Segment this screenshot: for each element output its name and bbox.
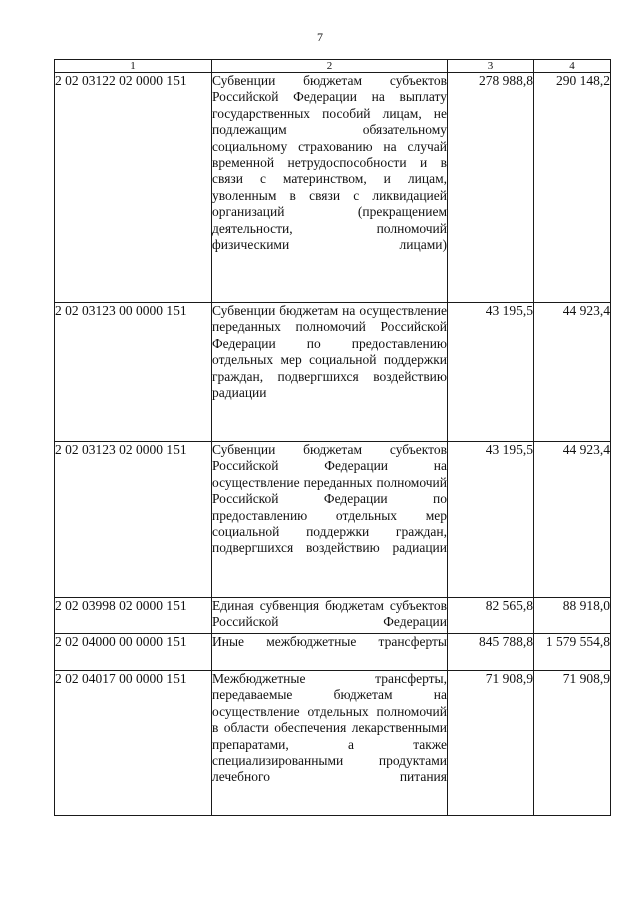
table-row (55, 671, 611, 816)
amount-col4: 44 923,4 (534, 442, 611, 598)
budget-code: 2 02 04000 00 0000 151 (55, 634, 212, 671)
page-number: 7 (317, 30, 323, 44)
description: Субвенции бюджетам субъектов Российской Федерации на выплату государственных пособий лицам, не подлежащим обязательному социальному страхованию на случай временной нетрудоспособности и в связи с материнством, и лицам, уволенным в связи с ликвидацией организаций (прекращением деятельности, полномочий физическими лицами) (212, 73, 448, 303)
amount-col3: 43 195,5 (448, 442, 534, 598)
column-header-2: 2 (212, 60, 448, 73)
table-row (55, 73, 611, 303)
column-header-4: 4 (534, 60, 611, 73)
description: Межбюджетные трансферты, передаваемые бюджетам на осуществление отдельных полномочий в области обеспечения лекарственными препаратами, а также специализированными продуктами лечебного питания (212, 671, 448, 816)
table-row (55, 303, 611, 442)
budget-code: 2 02 03122 02 0000 151 (55, 73, 212, 303)
description: Субвенции бюджетам на осуществление переданных полномочий Российской Федерации по предоставлению отдельных мер социальной поддержки граждан, подвергшихся воздействию радиации (212, 303, 448, 442)
amount-col4: 88 918,0 (534, 598, 611, 634)
amount-col4: 290 148,2 (534, 73, 611, 303)
description: Иные межбюджетные трансферты (212, 634, 448, 671)
table-row (55, 634, 611, 671)
budget-code: 2 02 03123 02 0000 151 (55, 442, 212, 598)
budget-code: 2 02 04017 00 0000 151 (55, 671, 212, 816)
budget-table (54, 59, 611, 816)
budget-code: 2 02 03123 00 0000 151 (55, 303, 212, 442)
amount-col3: 82 565,8 (448, 598, 534, 634)
column-header-3: 3 (448, 60, 534, 73)
table-row (55, 598, 611, 634)
description: Единая субвенция бюджетам субъектов Российской Федерации (212, 598, 448, 634)
amount-col3: 845 788,8 (448, 634, 534, 671)
amount-col3: 71 908,9 (448, 671, 534, 816)
header-row (55, 60, 611, 73)
amount-col4: 71 908,9 (534, 671, 611, 816)
amount-col4: 1 579 554,8 (534, 634, 611, 671)
amount-col3: 278 988,8 (448, 73, 534, 303)
amount-col4: 44 923,4 (534, 303, 611, 442)
table-row (55, 442, 611, 598)
description: Субвенции бюджетам субъектов Российской Федерации на осуществление переданных полномочий Российской Федерации по предоставлению отдельных мер социальной поддержки граждан, подвергшихся воздействию радиации (212, 442, 448, 598)
column-header-1: 1 (55, 60, 212, 73)
amount-col3: 43 195,5 (448, 303, 534, 442)
budget-code: 2 02 03998 02 0000 151 (55, 598, 212, 634)
